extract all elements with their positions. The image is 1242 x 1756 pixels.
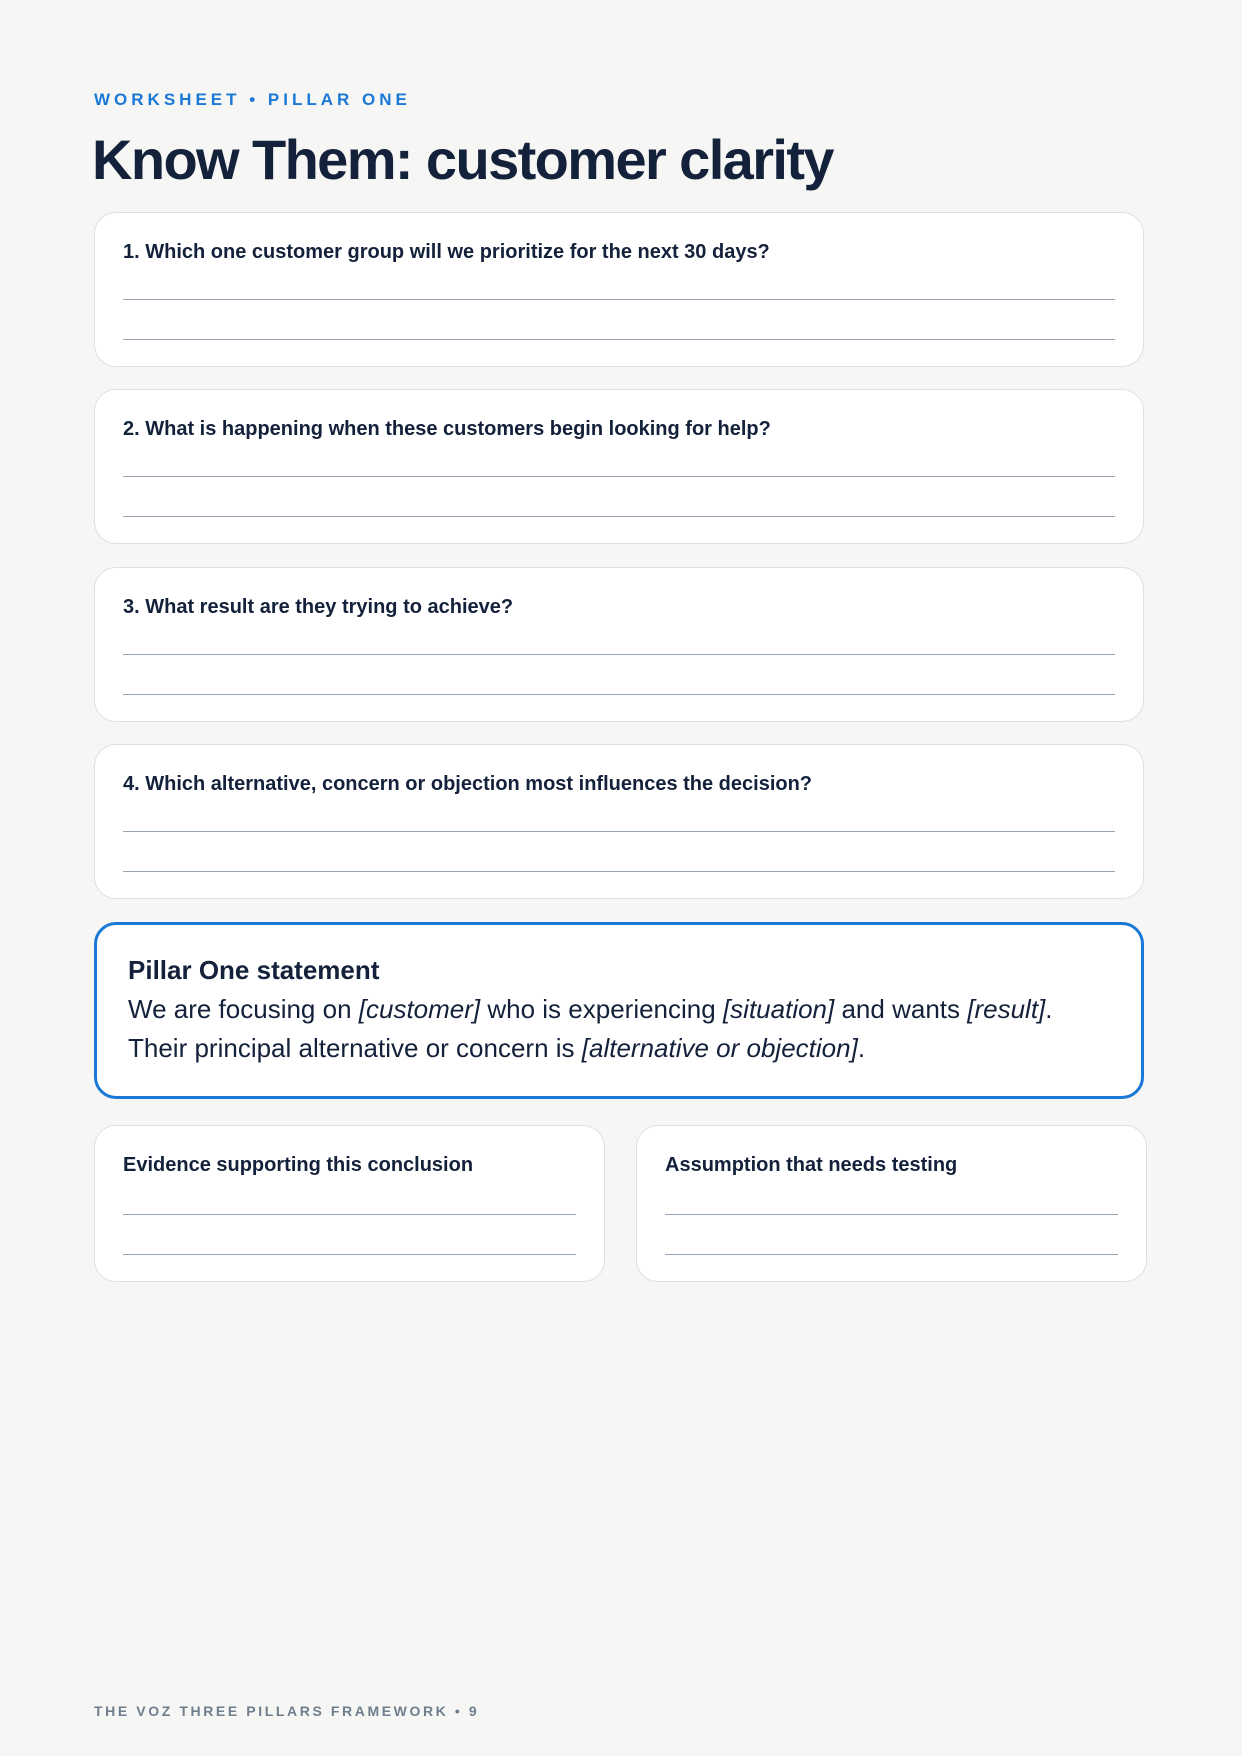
answer-line[interactable] — [123, 831, 1115, 832]
objection-placeholder: [alternative or objection] — [581, 1033, 858, 1063]
question-card-3 — [94, 567, 1144, 722]
page-title: Know Them: customer clarity — [92, 128, 833, 191]
statement-title: Pillar One statement — [128, 955, 380, 985]
situation-placeholder: [situation] — [722, 994, 835, 1024]
statement-text-part: who is experiencing — [480, 994, 723, 1024]
answer-line[interactable] — [123, 476, 1115, 477]
assumption-label: Assumption that needs testing — [665, 1154, 958, 1176]
question-label: 1. Which one customer group will we prioritize for the next 30 days? — [123, 241, 770, 263]
statement-text-part: . Their principal alternative or concern is — [128, 994, 1053, 1063]
answer-line[interactable] — [123, 654, 1115, 655]
page-footer: THE VOZ THREE PILLARS FRAMEWORK • 9 — [94, 1703, 480, 1719]
evidence-card — [94, 1125, 605, 1282]
answer-line[interactable] — [123, 694, 1115, 695]
eyebrow-label: WORKSHEET • PILLAR ONE — [94, 90, 411, 109]
statement-text-part: . — [857, 1033, 866, 1063]
answer-line[interactable] — [665, 1254, 1118, 1255]
answer-line[interactable] — [123, 299, 1115, 300]
statement-text-part: and wants — [834, 994, 968, 1024]
result-placeholder: [result] — [967, 994, 1046, 1024]
statement-text — [128, 990, 1113, 1068]
pillar-statement-card — [94, 922, 1144, 1099]
answer-line[interactable] — [123, 516, 1115, 517]
statement-text-part: We are focusing on — [128, 994, 359, 1024]
question-card-4 — [94, 744, 1144, 899]
question-label: 2. What is happening when these customers begin looking for help? — [123, 418, 771, 440]
question-label: 3. What result are they trying to achieve? — [123, 596, 514, 618]
answer-line[interactable] — [665, 1214, 1118, 1215]
question-card-1 — [94, 212, 1144, 367]
question-label: 4. Which alternative, concern or objection most influences the decision? — [123, 773, 813, 795]
answer-line[interactable] — [123, 871, 1115, 872]
assumption-card — [636, 1125, 1147, 1282]
question-card-2 — [94, 389, 1144, 544]
evidence-label: Evidence supporting this conclusion — [123, 1154, 474, 1176]
answer-line[interactable] — [123, 339, 1115, 340]
answer-line[interactable] — [123, 1214, 576, 1215]
customer-placeholder: [customer] — [358, 994, 481, 1024]
answer-line[interactable] — [123, 1254, 576, 1255]
